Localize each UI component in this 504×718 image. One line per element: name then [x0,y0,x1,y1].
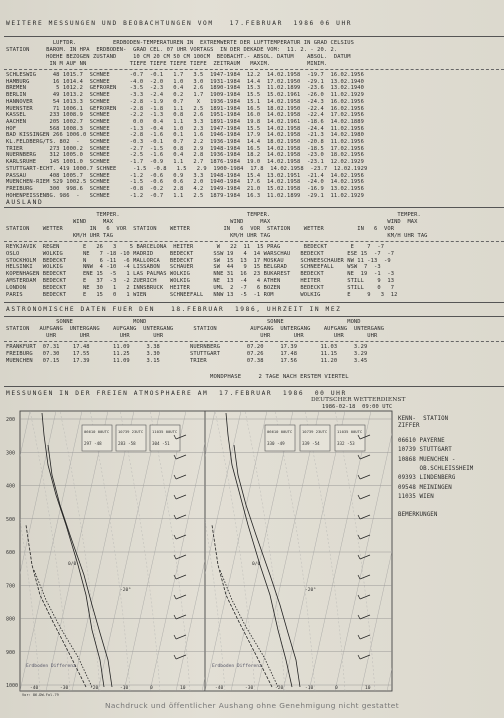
ausland-header-line-4: KM/H UHR TAG KM/H UHR TAG KM/H UHR TAG [6,233,428,239]
wind-barb [360,515,370,519]
wind-barb [176,495,186,499]
ground-difference-note: Erdboden Differenz [212,664,262,669]
list-item: 10868 MUENCHEN - [398,456,456,463]
station-time-label: 10739 23UTC [302,429,328,434]
dewpoint-profile [220,570,278,687]
isotherm [387,411,396,691]
astro-header-line-3: UHR UHR UHR UHR UHR UHR UHR UHR [6,333,378,339]
pressure-label: 1000 [6,683,19,689]
table-row: AMSTERDAM BEDECKT E 37 -3 -2 ZUERICH WOLKIG NE 13 -4 4 ATHEN HEITER STILL 9 13 [6,278,395,284]
temperature-label: -40 [215,686,224,691]
divider [4,69,504,70]
ausland-header-line-3: STATION WETTER IN 6 VOR STATION WETTER IN 6 VOR STATION WETTER IN 6 VOR [6,226,395,232]
wind-barb [174,635,176,639]
table-row: MUENSTER 71 1006.1 GEFROREN -2.8 -1.8 1.1 2.5 1891-1984 16.5 18.02.1950 -22.4 16.02.1956 [6,105,364,112]
wind-barb [358,555,360,559]
dry-adiabat [120,411,160,691]
list-item: 09393 LINDENBERG [398,475,456,482]
freezing-level-marker: 0/0 [252,562,261,567]
remarks-label: BEMERKUNGEN [398,512,438,518]
isotherm [205,411,267,691]
table-row: NUERNBERG 312 1005.0 SCHNEE -2.5 -1.6 0.4 2.8 1936-1984 18.2 14.02.1958 -23.0 18.02.1956 [6,152,364,159]
dry-adiabat [275,411,315,691]
table-row: KL.FELDBERG/TS. 802 - SCHNEE -0.3 -0.1 0.7 2.2 1936-1984 14.4 18.02.1950 -20.8 11.02.1956 [6,139,364,145]
table-row: STOCKHOLM BEDECKT N 6 -11 -6 MALLORCA BEDECKT SW 15 13 17 MOSKAU SCHNEESCHAUER NW 11 -13 -9 [6,257,391,264]
pressure-label: 200 [6,417,16,423]
isotherm [335,411,396,691]
wind-barb [358,535,360,539]
astro-heading: ASTRONOMISCHE DATEN FUER DEN 18.FEBRUAR 1986, UHRZEIT IN MEZ [6,306,342,313]
dry-adiabat [305,411,345,691]
wind-barb [360,475,370,479]
table-row: BREMEN 5 1012.2 GEFROREN -3.5 -2.3 0.4 2.6 1890-1984 15.3 11.02.1899 -23.6 13.02.1940 [6,85,364,92]
wind-barb [360,575,370,579]
tropopause-value: 339 -54 [302,441,320,446]
dewpoint-profile [34,570,92,687]
wind-barb [176,635,186,639]
pressure-label: 400 [6,483,16,490]
temperature-profile [48,445,112,687]
divider [4,316,504,317]
table-row: PARIS BEDECKT E 15 0 1 WIEN SCHNEEFALL NNW 13 -5 -1 ROM WOLKIG E 9 3 12 [6,291,398,298]
ausland-header-line-2: WIND MAX WIND MAX WIND MAX [6,219,418,225]
wind-barb [358,655,360,659]
atmosphere-heading: MESSUNGEN IN DER FREIEN ATMOSPHAERE AM 17.FEBRUAR 1986 00 UHR [6,390,347,397]
wind-barb [176,575,186,579]
table-row: MUENCHEN-RIEM 529 1002.5 SCHNEE -1.5 -0.6 0.6 2.0 1940-1984 17.6 14.02.1958 -24.0 14.02.1956 [6,179,364,186]
isotherm [257,411,319,691]
temperature-label: -40 [30,686,39,691]
temperature-label: -20 [275,686,284,691]
temperature-profile [234,445,300,687]
wind-barb [358,635,360,639]
wind-barb [358,455,360,459]
table-row: KASSEL 233 1008.9 SCHNEE -2.2 -1.3 0.8 2.6 1951-1984 16.0 14.02.1958 -22.4 17.02.1956 [6,112,364,119]
table-row: FREIBURG 07.30 17.55 11.25 3.30 STUTTGART 07.26 17.48 11.15 3.29 [6,351,368,358]
table-row: BERLIN 49 1013.2 SCHNEE -3.3 -2.4 0.2 1.7 1909-1984 15.5 15.02.1961 -26.0 11.02.1929 [6,92,364,99]
table-header-line-1: LUFTDR. ERDBODEN-TEMPERATUREN IN EXTREMWERTE DER LUFTTEMPERATUR IN GRAD CELSIUS [6,40,354,46]
wind-barb [360,495,370,499]
list-item: 11035 WIEN [398,493,434,500]
table-row: STUTTGART-ECHT. 419 1000.7 SCHNEE -1.5 -0.8 1.5 2.9 1900-1984 17.8 14.02.1958 -23.7 12.02.1929 [6,165,368,172]
wind-barb [176,475,186,479]
station-time-label: 10739 23UTC [118,429,144,434]
list-item: 10739 STUTTGART [398,447,452,454]
station-time-label: 06610 00UTC [267,429,293,434]
dry-adiabat [245,411,285,691]
moon-phase: MONDPHASE 2 TAGE NACH ERSTEM VIERTEL [210,374,349,380]
dry-adiabat [60,411,100,691]
wind-barb [174,495,176,499]
astro-header-line-1: SONNE MOND SONNE MOND [6,319,361,325]
wind-barb [358,575,360,579]
table-row: SCHLESWIG 48 1015.7 SCHNEE -0.7 -0.1 1.7 3.5 1947-1984 12.2 14.02.1958 -19.7 16.02.1956 [6,72,364,78]
wind-barb [358,475,360,479]
wind-barb [176,555,186,559]
dry-adiabat [30,411,70,691]
list-item: 09548 MEININGEN [398,484,452,491]
isotherm [202,411,264,691]
wind-barb [360,455,370,459]
list-item: 06610 PAYERNE [398,438,445,444]
table-header-line-3: HOEHE BEZOGEN ZUSTAND 10 CM 20 CM 50 CM 100CM BEOBACHT.- ABSOL. DATUM ABSOL. DATUM [6,54,351,60]
isotherm [127,411,189,691]
stamp-line-2: 1986-02-18 09:00 UTC [322,404,393,410]
temperature-label: 10 [180,686,186,691]
table-row: PASSAU 408 1005.7 SCHNEE -1.2 -0.6 0.9 3.3 1948-1984 15.4 13.02.1951 -21.4 14.02.1956 [6,172,364,179]
wind-barb [174,555,176,559]
wind-barb [176,515,186,519]
astro-header-line-2: STATION AUFGANG UNTERGANG AUFGANG UNTERGANG STATION AUFGANG UNTERGANG AUFGANG UNTERGANG [6,326,385,332]
table-row: HOF 568 1008.3 SCHNEE -1.3 -0.4 1.0 2.3 1947-1984 15.5 14.02.1958 -24.4 11.02.1956 [6,125,364,132]
legend-title: KENN- STATION [398,416,449,422]
pressure-label: 700 [6,583,16,590]
table-header-line-4: IN M AUF NN TIEFE TIEFE TIEFE TIEFE ZEITRAUM MAXIM. MINIM. [6,61,328,67]
divider [4,36,504,37]
freezing-level-marker: 0/0 [68,562,77,567]
isotherm [283,411,345,691]
table-row: HAMBURG 16 1014.4 SCHNEE -4.0 -2.0 1.0 3.0 1931-1984 14.4 17.02.1950 -29.1 13.02.1940 [6,78,364,85]
temperature-label: -30 [245,686,254,691]
table-row: TRIER 273 1000.2 SCHNEE -2.7 -1.5 0.8 2.9 1948-1984 16.5 14.02.1958 -18.5 17.02.1956 [6,145,364,152]
temperature-label: 0 [150,686,153,691]
isotherm [46,411,108,691]
tropopause-value: 297 -48 [84,441,102,446]
wind-barb [360,595,370,599]
isotherm [124,411,186,691]
wind-barb [174,535,176,539]
isotherm [361,411,396,691]
page-title: WEITERE MESSUNGEN UND BEOBACHTUNGEN VOM 17.FEBRUAR 1986 06 UHR [6,20,353,27]
wind-barb [174,655,176,659]
wind-barb [358,495,360,499]
divider [4,386,504,387]
table-row: LONDON BEDECKT NE 30 1 2 INNSBRUCK HEITER UML 2 -7 6 BOZEN BEDECKT STILL 0 7 [6,284,395,291]
tropopause-value: 283 -58 [118,441,136,446]
divider [4,207,504,208]
table-row: MUENCHEN 07.15 17.39 11.09 3.15 TRIER 07.38 17.56 11.20 3.45 [6,358,368,365]
wind-barb [360,635,370,639]
wind-barb [174,595,176,599]
temperature-label: -20° [120,588,132,593]
isotherm [176,411,238,691]
ausland-heading: AUSLAND [6,199,44,206]
temperature-label: -10 [305,686,314,691]
dry-adiabat [90,411,130,691]
isotherm [0,411,4,691]
temperature-label: 10 [365,686,371,691]
temperature-label: -30 [60,686,69,691]
temperature-profile [226,413,292,687]
legend-subtitle: ZIFFER [398,423,420,429]
divider [4,341,504,342]
temperature-label: -20° [305,588,317,593]
wind-barb [176,535,186,539]
divider [4,241,504,242]
table-row: KARLSRUHE 145 1001.0 SCHNEE -1.7 -0.9 1.1 2.7 1876-1984 19.0 14.02.1958 -23.1 12.02.1929 [6,159,364,166]
wind-barb [174,515,176,519]
isotherm [72,411,134,691]
wind-barb [176,455,186,459]
stamp-line-1: DEUTSCHER WETTERDIENST [311,397,406,403]
dewpoint-profile [26,525,86,687]
station-time-label: 11035 00UTC [152,429,178,434]
pressure-label: 500 [6,516,16,523]
table-row: KOPENHAGEN BEDECKT ENE 15 -5 1 LAS PALMAS WOLKIG NNE 31 16 23 BUKAREST BEDECKT NE 19 -1 -3 [6,271,395,278]
pressure-label: 300 [6,450,16,457]
temperature-label: 0 [335,686,338,691]
table-row: HELSINKI WOLKIG NNW 4 -10 -4 LISSABON SCHAUER SW 44 9 15 BELGRAD SCHNEEFALL WSW 7 -3 [6,264,381,271]
tropopause-value: 330 -49 [267,441,285,446]
wind-barb [174,475,176,479]
pressure-label: 800 [6,616,16,623]
station-time-label: 06610 00UTC [84,429,110,434]
isotherm [98,411,160,691]
dry-adiabat [150,411,190,691]
isotherm [20,411,82,691]
ausland-header-line-1: TEMPER. TEMPER. TEMPER. [6,212,421,218]
isotherm [150,411,212,691]
station-time-label: 11035 00UTC [337,429,363,434]
wind-barb [176,655,186,659]
wind-barb [358,515,360,519]
table-row: HOHENPEISSENBG. 986 - SCHNEE -1.2 -0.7 1.1 2.5 1879-1984 16.3 11.02.1899 -29.1 11.02.1929 [6,192,364,199]
pressure-label: 900 [6,649,16,656]
isotherm [309,411,371,691]
list-item: OB.SCHLEISSHEIM [398,465,474,472]
table-row: AACHEN 205 1002.7 SCHNEE 0.0 0.4 1.1 3.3 1891-1984 19.8 14.02.1961 -18.6 14.02.1889 [6,118,364,125]
wind-barb [360,535,370,539]
table-row: HANNOVER 54 1013.3 SCHNEE -2.8 -1.9 0.7 X 1936-1984 15.1 14.02.1958 -24.3 16.02.1956 [6,98,364,105]
aerological-diagram [0,405,396,697]
dewpoint-profile [212,525,272,687]
table-row: OSLO WOLKIG NE 7 -18 -10 MADRID BEDECKT SSW 19 4 14 WARSCHAU BEDECKT ESE 15 -7 -7 [6,250,395,257]
pressure-label: 600 [6,550,16,556]
table-row: FRANKFURT 07.31 17.48 11.09 3.38 NUERNBERG 07.20 17.39 11.03 3.29 [6,344,368,350]
footer-note: Nachdruck und öffentlicher Aushang ohne Genehmigung nicht gestattet [104,701,400,710]
isotherm [153,411,215,691]
tropopause-value: 332 -53 [337,441,355,446]
form-number: Vor: 86.DW.Fol.79 [22,693,59,697]
temperature-label: -20 [90,686,99,691]
table-header-line-2: STATION BAROM. IN HPA ERDBODEN- GRAD CEL. 07 UHR VORTAGS IN DER DEKADE VOM: 11. 2. - 20. 2. [6,47,338,53]
temperature-label: -10 [120,686,129,691]
wind-barb [358,595,360,599]
table-row: FREIBURG 300 998.6 SCHNEE -0.8 -0.2 2.8 4.2 1949-1984 21.0 15.02.1958 -16.9 13.02.1956 [6,185,364,192]
isotherm [179,411,241,691]
dry-adiabat [335,411,375,691]
ground-difference-note: Erdboden Differenz [26,664,76,669]
table-row: REYKJAVIK REGEN E 26 3 5 BARCELONA HEITER W 22 11 15 PRAG BEDECKT E 7 -7 [6,244,385,250]
divider [4,302,504,303]
tropopause-value: 304 -51 [152,441,170,446]
table-row: BAD KISSINGEN 266 1006.0 SCHNEE -2.8 -1.6 0.1 1.6 1946-1984 17.9 14.02.1958 -21.3 14.02.1980 [6,132,364,139]
